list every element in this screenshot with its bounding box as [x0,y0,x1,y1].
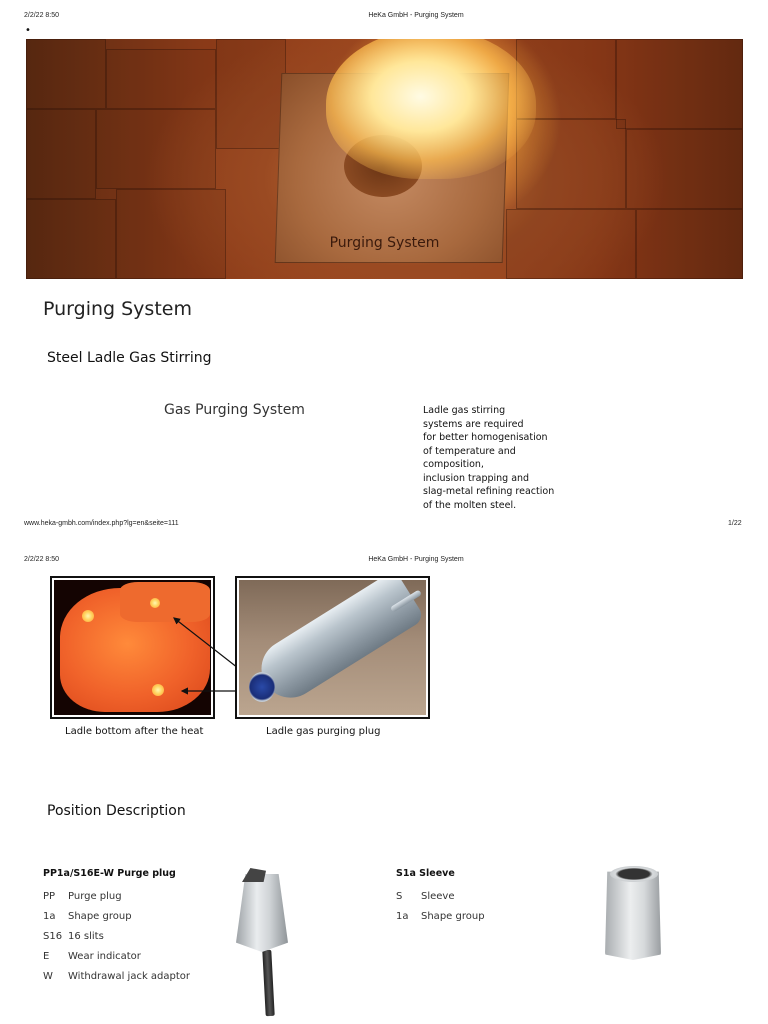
spec-row: 1a Shape group [43,911,132,922]
print-title-2: HeKa GmbH - Purging System [368,556,464,563]
purge-plug-spec-list [43,891,223,991]
spec-row: S16 16 slits [43,931,104,942]
gas-purging-title: Gas Purging System [164,402,305,418]
spec-row: E Wear indicator [43,951,141,962]
purge-plug-title: PP1a/S16E-W Purge plug [43,868,176,879]
section-subheading: Steel Ladle Gas Stirring [47,350,212,366]
spec-row: PP Purge plug [43,891,122,902]
footer-page: 1/22 [728,520,742,527]
page-heading: Purging System [43,298,192,320]
hero-banner [26,39,743,279]
print-date: 2/2/22 8:50 [24,12,60,19]
purging-plug-photo [235,576,430,719]
purge-plug-image [236,874,288,952]
sleeve-opening [610,866,658,882]
print-date-2: 2/2/22 8:50 [24,556,60,563]
flame [326,39,536,179]
right-photo-caption: Ladle gas purging plug [266,726,381,737]
hero-caption: Purging System [329,235,440,251]
purge-plug-rod [262,950,274,1016]
description-text: Ladle gas stirring systems are required for better homogenisation of temperature and composition, inclusion trapping and slag-metal refining reaction of the molten steel. [423,405,555,511]
left-photo-caption: Ladle bottom after the heat [65,726,204,737]
sleeve-title: S1a Sleeve [396,868,455,879]
print-title: HeKa GmbH - Purging System [368,12,464,19]
spec-row: 1a Shape group [396,911,485,922]
spec-row: S Sleeve [396,891,455,902]
sleeve-spec-list [396,891,536,931]
bullet: • [25,25,31,36]
position-description-title: Position Description [47,803,186,819]
spec-row: W Withdrawal jack adaptor [43,971,191,982]
footer-url: www.heka-gmbh.com/index.php?lg=en&seite=111 [24,520,179,527]
